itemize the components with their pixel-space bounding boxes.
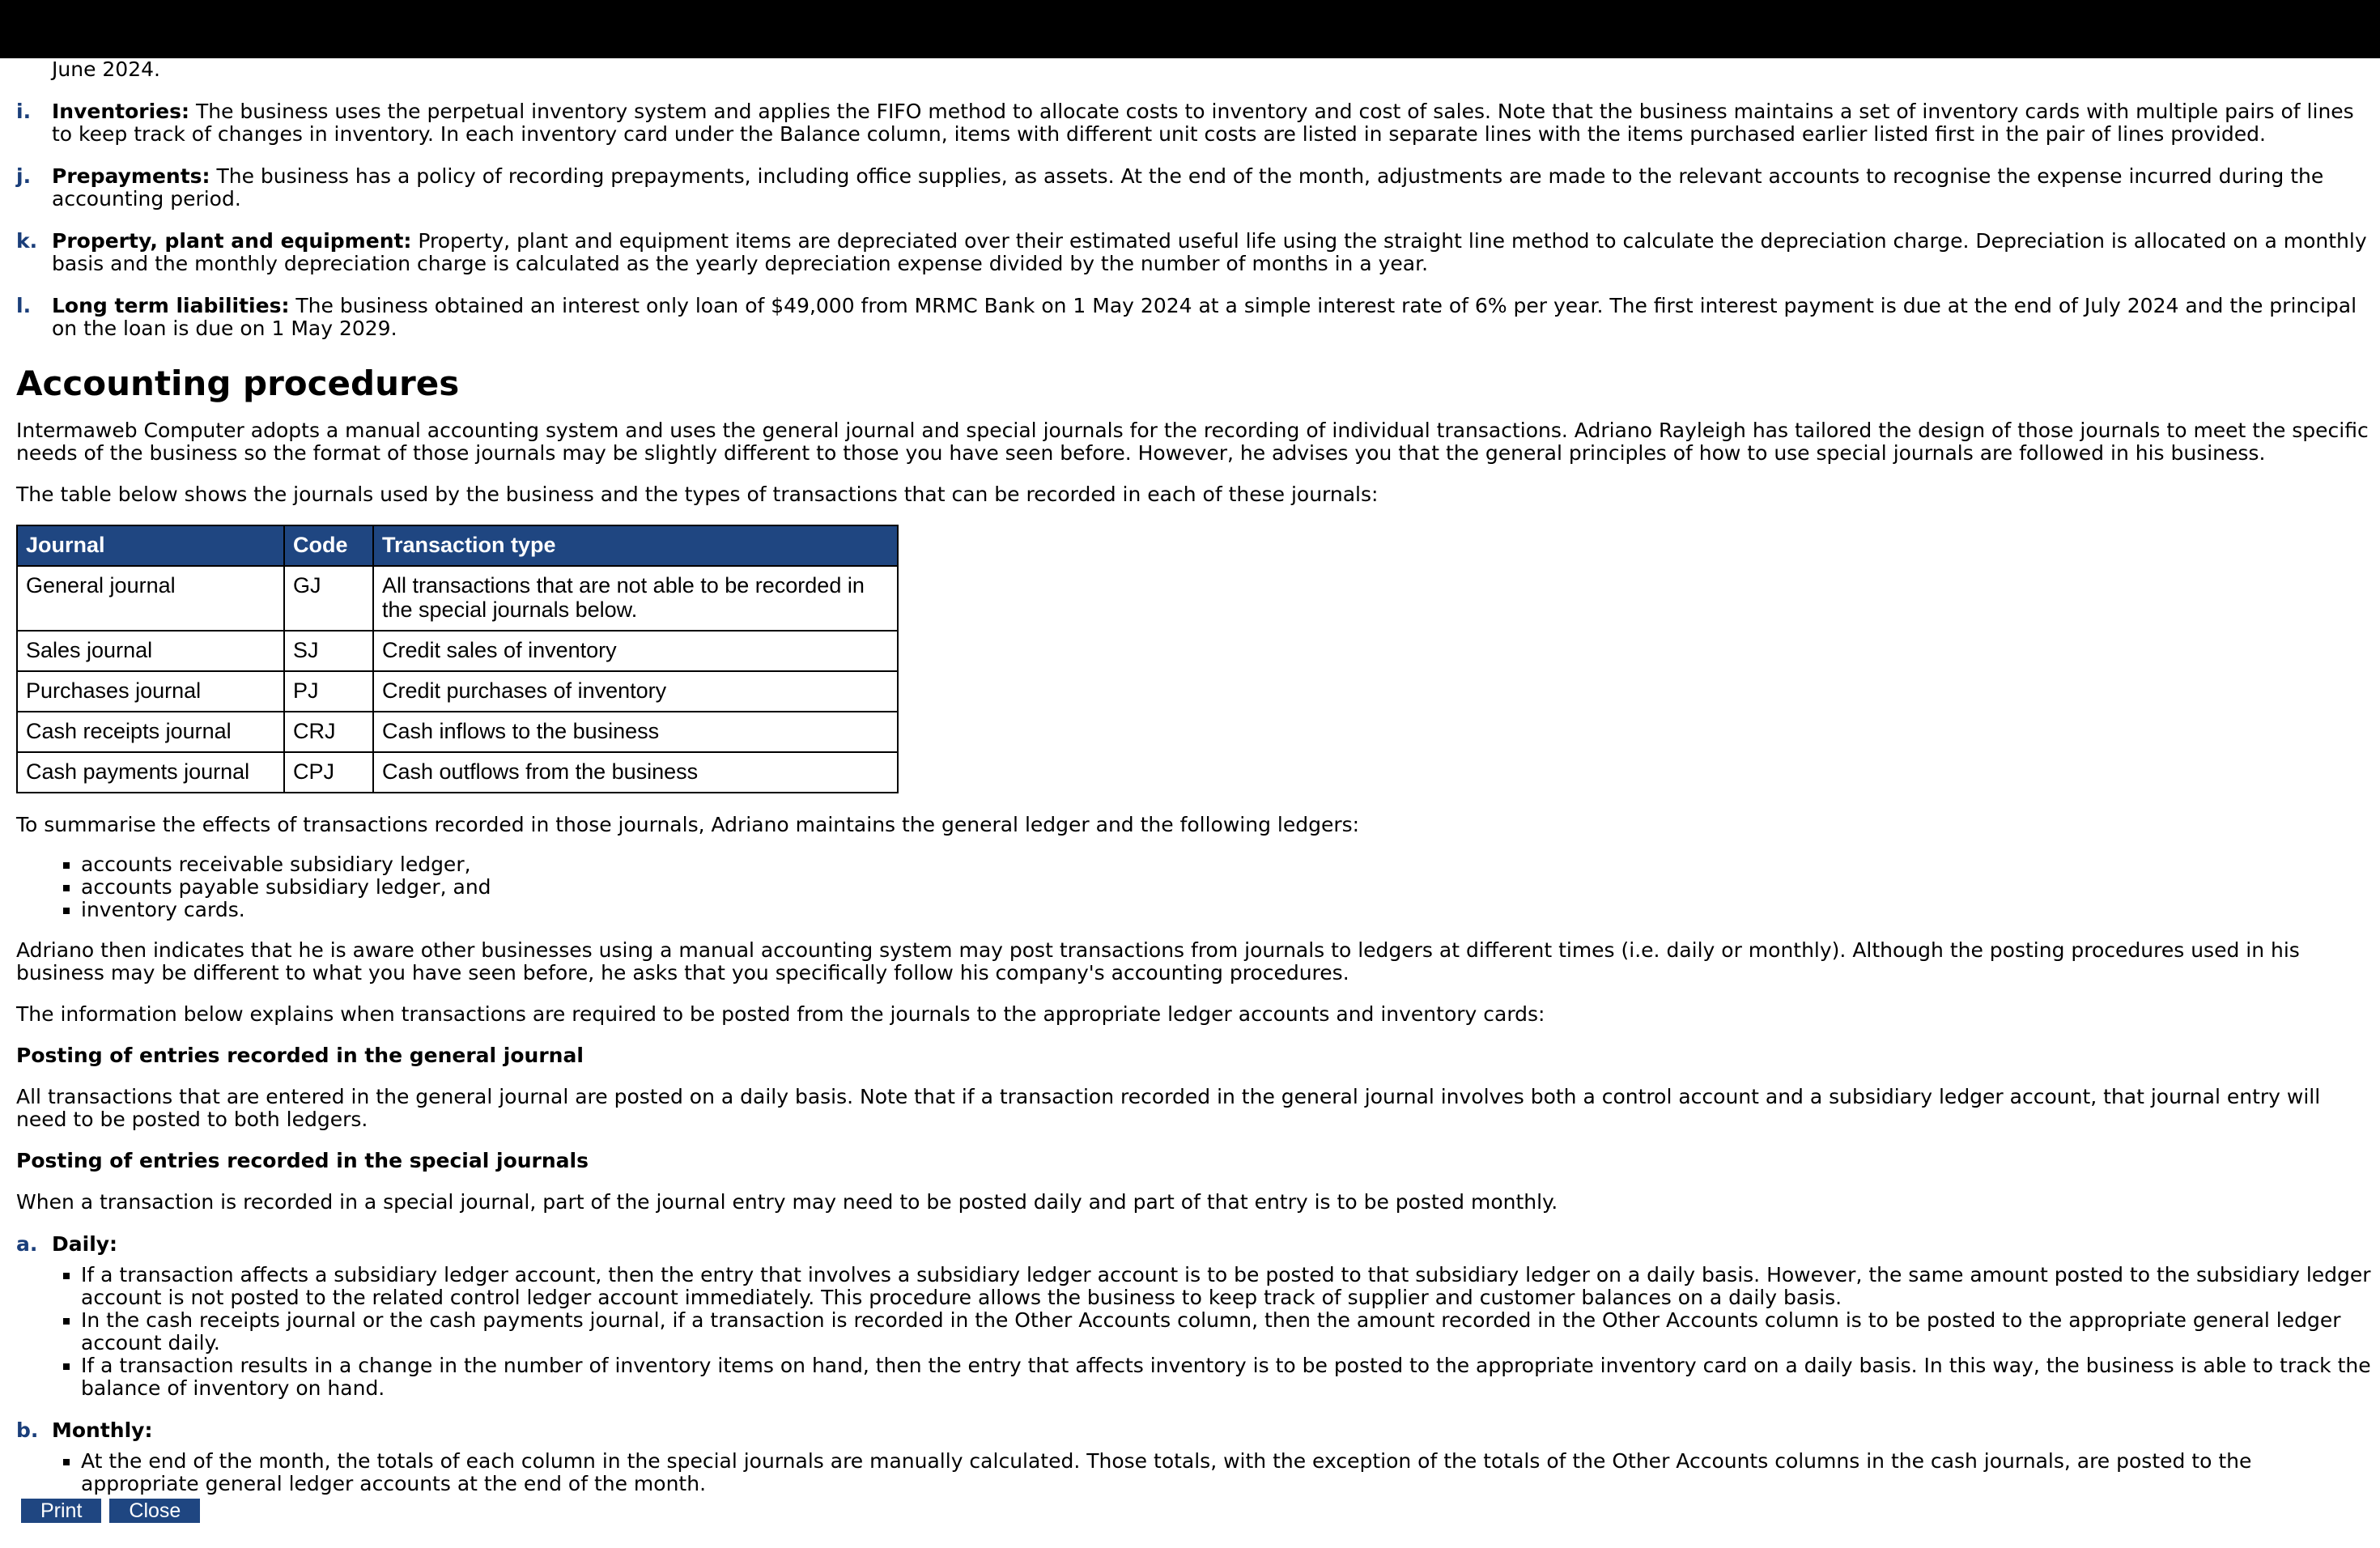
posting-info-paragraph: The information below explains when transactions are required to be posted from the journals to the appropriate ledger accounts and inventory cards:: [16, 1002, 1545, 1026]
continued-text: June 2024.: [52, 57, 160, 81]
cell-transaction-type: Credit sales of inventory: [373, 631, 898, 671]
cell-transaction-type: Cash outflows from the business: [373, 752, 898, 793]
procedure-title: Monthly:: [52, 1418, 153, 1442]
list-marker: l.: [16, 294, 32, 317]
cell-transaction-type: Cash inflows to the business: [373, 712, 898, 752]
general-journal-text: All transactions that are entered in the general journal are posted on a daily basis. Note that if a transaction recorded in the general journal involves both a control account and a subsidiary ledger account, that journal entry will need to be posted to both ledgers.: [16, 1085, 2321, 1131]
cell-code: CPJ: [284, 752, 373, 793]
policy-text: Property, plant and equipment items are depreciated over their estimated useful life using the straight line method to calculate the depreciation charge. Depreciation is allocated on a monthly basis and the monthly depreciation charge is calculated as the yearly depreciation expense divided by the number of months in a year.: [52, 229, 2367, 275]
cell-code: GJ: [284, 566, 373, 631]
list-marker: b.: [16, 1418, 39, 1442]
policy-text: The business uses the perpetual inventory system and applies the FIFO method to allocate costs to inventory and cost of sales. Note that the business maintains a set of inventory cards with multiple pairs of lines to keep track of changes in inventory. In each inventory card under the Balance column, items with different unit costs are listed in separate lines with the items purchased earlier listed first in the pair of lines provided.: [52, 100, 2354, 146]
list-item: ▪ If a transaction results in a change in the number of inventory items on hand, then the entry that affects inventory is to be posted to the appropriate inventory card on a daily basis. In this way, the business is able to track the balance of inventory on hand.: [81, 1354, 2372, 1400]
cell-code: SJ: [284, 631, 373, 671]
list-item: ▪ accounts payable subsidiary ledger, and: [81, 876, 2372, 899]
cell-code: CRJ: [284, 712, 373, 752]
policy-title: Long term liabilities:: [52, 294, 290, 317]
procedure-daily: [16, 1233, 2372, 1400]
cell-transaction-type: Credit purchases of inventory: [373, 671, 898, 712]
header-transaction-type: Transaction type: [373, 525, 898, 566]
list-marker: k.: [16, 229, 38, 253]
cell-journal: Cash receipts journal: [17, 712, 284, 752]
policy-text: The business has a policy of recording prepayments, including office supplies, as assets. At the end of the month, adjustments are made to the relevant accounts to recognise the expense incurred during the accounting period.: [52, 164, 2324, 211]
section-title: Accounting procedures: [16, 364, 460, 403]
special-journals-text: When a transaction is recorded in a special journal, part of the journal entry may need to be posted daily and part of that entry is to be posted monthly.: [16, 1190, 1558, 1214]
general-journal-heading: Posting of entries recorded in the general journal: [16, 1044, 584, 1067]
table-row: [17, 752, 898, 793]
list-item: ▪ At the end of the month, the totals of each column in the special journals are manually calculated. Those totals, with the exception of the totals of the Other Accounts columns in the cash journals, are posted to the appropriate general ledger accounts at the end of the month.: [81, 1450, 2372, 1495]
table-row: [17, 566, 898, 631]
daily-items: [16, 1264, 2372, 1400]
ledgers-intro: To summarise the effects of transactions recorded in those journals, Adriano maintains the general ledger and the following ledgers:: [16, 813, 1360, 836]
procedure-list: [16, 1233, 2372, 1495]
window-top-bar: [0, 0, 2380, 58]
list-item: ▪ In the cash receipts journal or the cash payments journal, if a transaction is recorded in the Other Accounts column, then the amount recorded in the Other Accounts column is to be posted to the appropriate general ledger account daily.: [81, 1309, 2372, 1354]
posting-paragraph: Adriano then indicates that he is aware other businesses using a manual accounting system may post transactions from journals to ledgers at different times (i.e. daily or monthly). Although the posting procedures used in his business may be different to what you have seen before, he asks that you specifically follow his company's accounting procedures.: [16, 938, 2300, 985]
list-item: ▪ If a transaction affects a subsidiary ledger account, then the entry that involves a subsidiary ledger account is to be posted to that subsidiary ledger on a daily basis. However, the same amount posted to the subsidiary ledger account is not posted to the related control ledger account immediately. This procedure allows the business to keep track of supplier and customer balances on a daily basis.: [81, 1264, 2372, 1309]
button-bar: [21, 1499, 208, 1523]
intro-paragraph: Intermaweb Computer adopts a manual accounting system and uses the general journal and special journals for the recording of individual transactions. Adriano Rayleigh has tailored the design of those journals to meet the specific needs of the business so the format of those journals may be slightly different to those you have seen before. However, he advises you that the general principles of how to use special journals are followed in his business.: [16, 419, 2369, 465]
cell-journal: General journal: [17, 566, 284, 631]
policy-item-inventories: [16, 100, 2372, 146]
close-button[interactable]: Close: [109, 1499, 200, 1523]
table-row: [17, 671, 898, 712]
table-row: [17, 631, 898, 671]
cell-journal: Purchases journal: [17, 671, 284, 712]
cell-code: PJ: [284, 671, 373, 712]
procedure-title: Daily:: [52, 1232, 118, 1256]
special-journals-heading: Posting of entries recorded in the special journals: [16, 1149, 589, 1172]
policy-list: [16, 100, 2372, 340]
header-journal: Journal: [17, 525, 284, 566]
policy-item-prepayments: [16, 165, 2372, 211]
print-button[interactable]: Print: [21, 1499, 101, 1523]
list-marker: j.: [16, 164, 32, 188]
cell-transaction-type: All transactions that are not able to be recorded in the special journals below.: [373, 566, 898, 631]
table-header-row: [17, 525, 898, 566]
list-item: ▪ inventory cards.: [81, 899, 2372, 921]
table-intro-paragraph: The table below shows the journals used by the business and the types of transactions that can be recorded in each of these journals:: [16, 483, 1379, 506]
policy-title: Inventories:: [52, 100, 190, 123]
cell-journal: Cash payments journal: [17, 752, 284, 793]
policy-text: The business obtained an interest only loan of $49,000 from MRMC Bank on 1 May 2024 at a simple interest rate of 6% per year. The first interest payment is due at the end of July 2024 and the principal on the loan is due on 1 May 2029.: [52, 294, 2357, 340]
ledgers-list: [16, 853, 2372, 921]
policy-title: Property, plant and equipment:: [52, 229, 412, 253]
list-marker: i.: [16, 100, 32, 123]
journals-table: [16, 525, 899, 793]
procedure-monthly: [16, 1419, 2372, 1495]
document-content: [16, 58, 2372, 1495]
table-row: [17, 712, 898, 752]
policy-title: Prepayments:: [52, 164, 210, 188]
policy-item-liabilities: [16, 295, 2372, 340]
monthly-items: [16, 1450, 2372, 1495]
cell-journal: Sales journal: [17, 631, 284, 671]
policy-item-ppe: [16, 230, 2372, 275]
list-marker: a.: [16, 1232, 38, 1256]
list-item: ▪ accounts receivable subsidiary ledger,: [81, 853, 2372, 876]
header-code: Code: [284, 525, 373, 566]
